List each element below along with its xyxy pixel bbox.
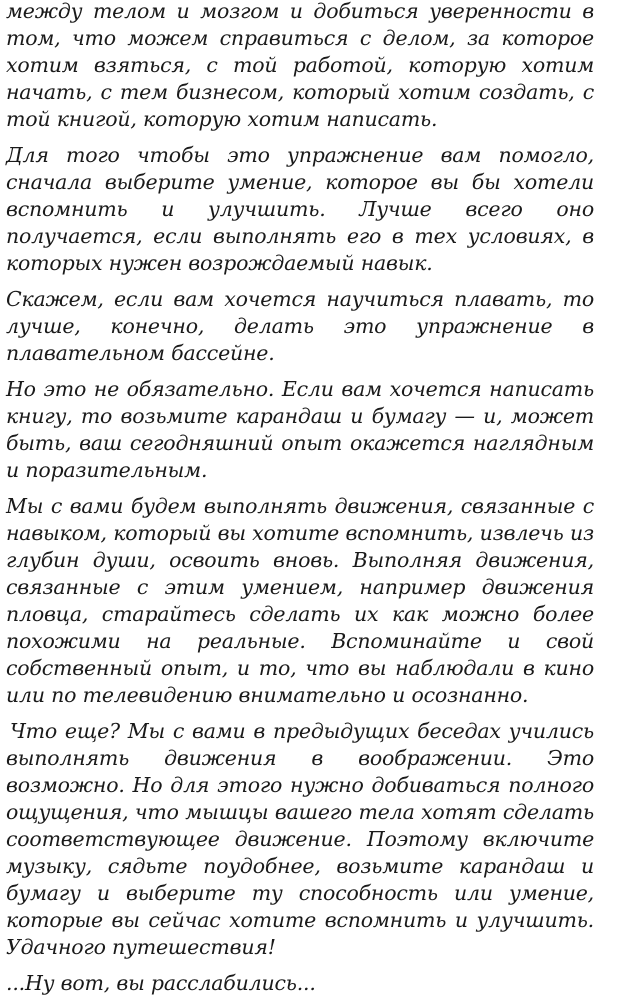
paragraph-1: между телом и мозгом и добиться уверенности в том, что можем справиться с делом, за которое хотим взяться, с той работой, которую хотим начать, с тем бизнесом, который хотим создать, с той книгой, которую хотим написать. (6, 0, 594, 131)
paragraph-7: ...Ну вот, вы расслабились... (6, 971, 316, 995)
paragraph-5: Мы с вами будем выполнять движения, связанные с навыком, который вы хотите вспомнить, извлечь из глубин души, освоить вновь. Выполняя движения, связанные с этим умением, например движения пловца, старайтесь сделать их как можно более похожими на реальные. Вспоминайте и свой собственный опыт, и то, что вы наблюдали в кино или по телевидению внимательно и осознанно. (6, 494, 594, 707)
paragraph-3: Скажем, если вам хочется научиться плавать, то лучше, конечно, делать это упражнение в плавательном бассейне. (6, 287, 594, 365)
paragraph-2: Для того чтобы это упражнение вам помогло, сначала выберите умение, которое вы бы хотели вспомнить и улучшить. Лучше всего оно получается, если выполнять его в тех условиях, в которых нужен возрождаемый навык. (6, 143, 594, 275)
document-page (6, 0, 594, 1006)
paragraph-4: Но это не обязательно. Если вам хочется написать книгу, то возьмите карандаш и бумагу — и, может быть, ваш сегодняшний опыт окажется наглядным и поразительным. (6, 377, 594, 482)
paragraph-6: Что еще? Мы с вами в предыдущих беседах учились выполнять движения в воображении. Это возможно. Но для этого нужно добиваться полного ощущения, что мышцы вашего тела хотят сделать соответствующее движение. Поэтому включите музыку, сядьте поудобнее, возьмите карандаш и бумагу и выберите ту способность или умение, которые вы сейчас хотите вспомнить и улучшить. Удачного путешествия! (6, 719, 594, 959)
